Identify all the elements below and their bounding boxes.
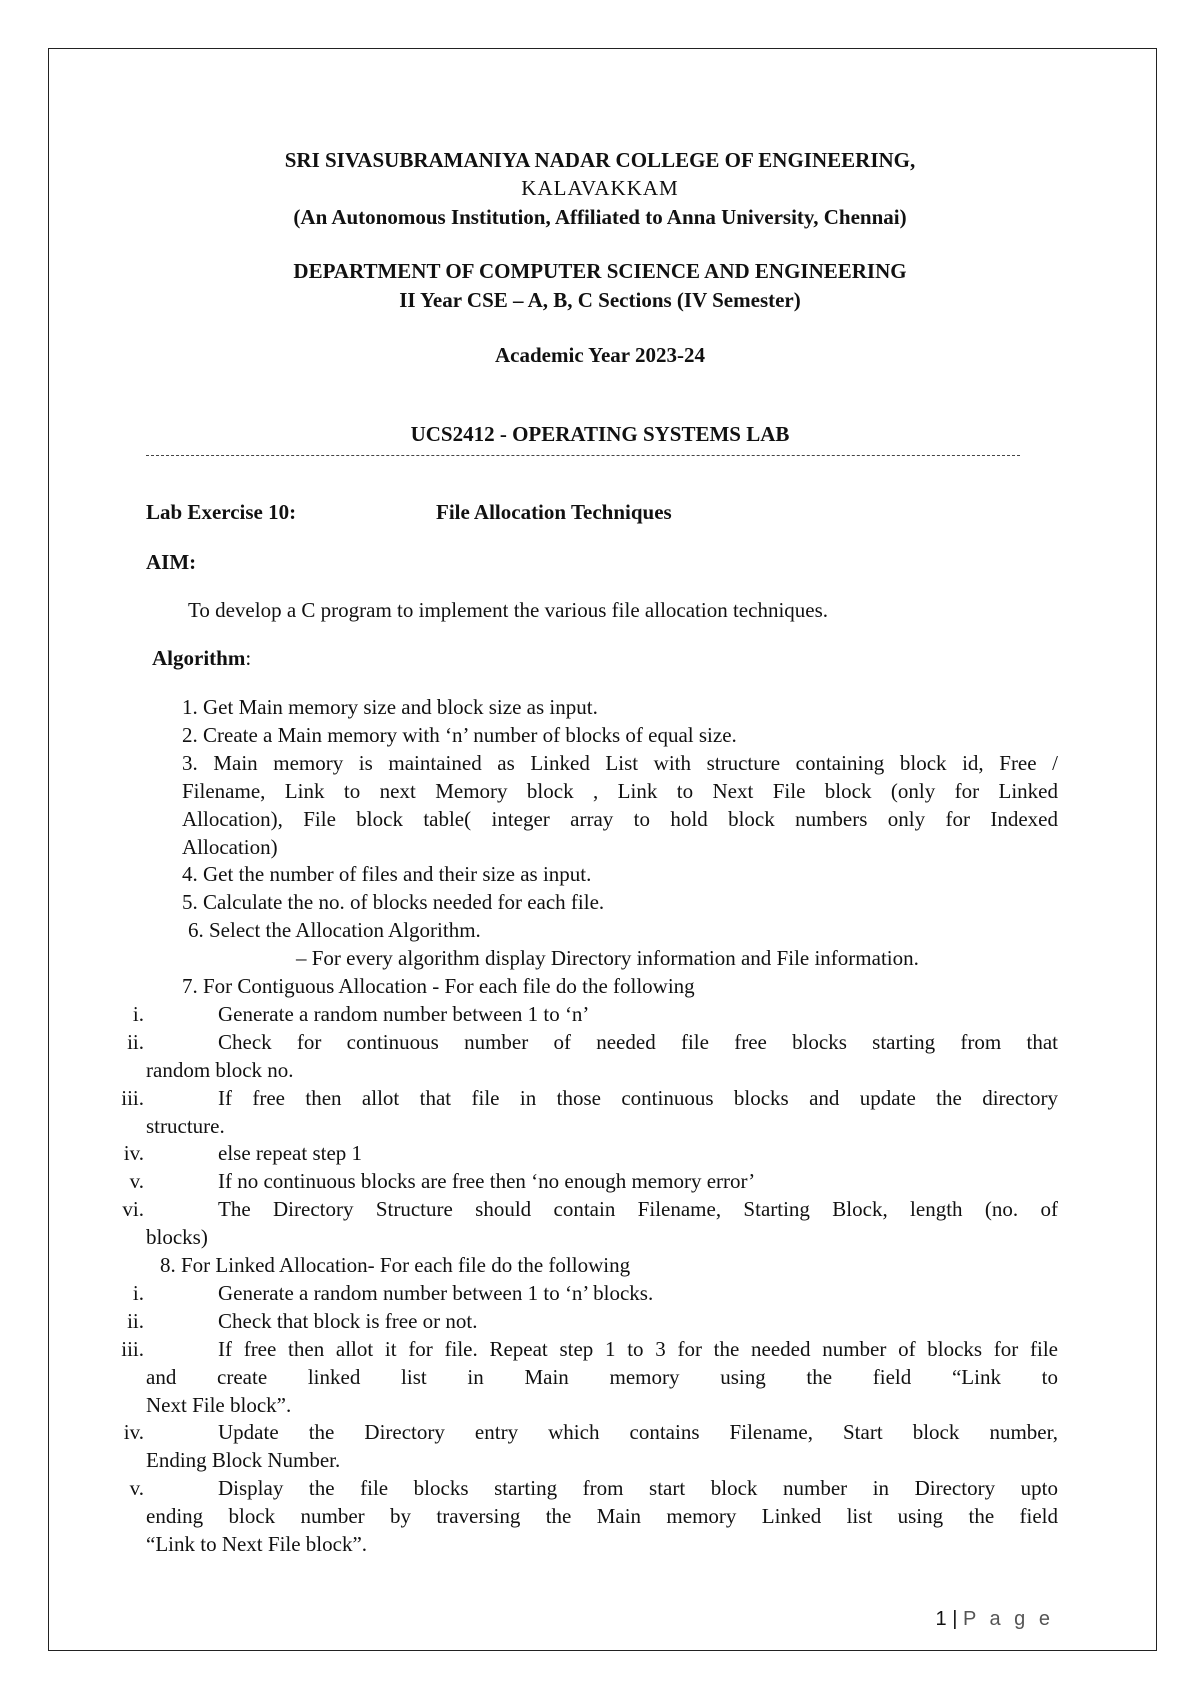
roman-numeral: i. <box>132 1280 144 1305</box>
algo-substep-line: and create linked list in Main memory using the field “Link to <box>146 1364 1058 1389</box>
page-label: P a g e <box>962 1608 1054 1630</box>
algo-substep-line: Check that block is free or not. <box>218 1308 478 1333</box>
footer-separator: | <box>952 1608 958 1630</box>
algo-substep-line: Check for continuous number of needed file free blocks starting from that <box>218 1029 1058 1054</box>
algo-step-line: Filename, Link to next Memory block , Link to Next File block (only for Linked <box>182 778 1058 803</box>
aim-heading: AIM: <box>146 550 197 574</box>
page-number: 1 <box>935 1608 947 1630</box>
algo-substep-line: ending block number by traversing the Main memory Linked list using the field <box>146 1504 1058 1529</box>
course-title: UCS2412 - OPERATING SYSTEMS LAB <box>410 422 790 446</box>
algorithm-heading-text: Algorithm <box>152 646 246 670</box>
algo-step-line: Allocation), File block table( integer array to hold block numbers only for Indexed <box>182 806 1058 831</box>
roman-numeral: ii. <box>127 1308 144 1333</box>
year-sections: II Year CSE – A, B, C Sections (IV Semester) <box>399 288 801 312</box>
algo-step-line: 7. For Contiguous Allocation - For each file do the following <box>182 974 695 998</box>
algo-step-line: 5. Calculate the no. of blocks needed for each file. <box>182 890 605 915</box>
college-name-line1: SRI SIVASUBRAMANIYA NADAR COLLEGE OF ENGINEERING, <box>284 148 916 172</box>
roman-numeral: i. <box>132 1001 144 1026</box>
roman-numeral: vi. <box>122 1197 144 1222</box>
algo-step-line: 6. Select the Allocation Algorithm. <box>188 918 481 943</box>
algo-step-line: – For every algorithm display Directory information and File information. <box>296 946 919 971</box>
algo-step-line: 3. Main memory is maintained as Linked List with structure containing block id, Free / <box>182 750 1058 775</box>
algo-substep-line: Next File block”. <box>146 1392 292 1417</box>
algorithm-heading-colon: : <box>245 646 252 670</box>
algo-substep-line: “Link to Next File block”. <box>146 1532 368 1556</box>
roman-numeral: iii. <box>121 1085 144 1110</box>
academic-year: Academic Year 2023-24 <box>495 343 705 367</box>
algo-substep-line: blocks) <box>146 1225 208 1250</box>
roman-numeral: v. <box>129 1476 144 1501</box>
roman-numeral: ii. <box>127 1029 144 1054</box>
algo-step-line: 2. Create a Main memory with ‘n’ number of blocks of equal size. <box>182 722 737 747</box>
algo-substep-line: The Directory Structure should contain Filename, Starting Block, length (no. of <box>218 1197 1058 1222</box>
dashed-separator <box>146 455 1020 456</box>
roman-numeral: v. <box>129 1169 144 1194</box>
algo-substep-line: Update the Directory entry which contains Filename, Start block number, <box>218 1420 1058 1445</box>
exercise-title: File Allocation Techniques <box>436 500 672 524</box>
department: DEPARTMENT OF COMPUTER SCIENCE AND ENGINEERING <box>293 259 907 283</box>
page-footer <box>936 1608 1054 1631</box>
algo-step-line: 8. For Linked Allocation- For each file do the following <box>160 1253 631 1277</box>
roman-numeral: iv. <box>123 1141 144 1166</box>
algo-substep-line: else repeat step 1 <box>218 1141 363 1166</box>
algo-substep-line: Ending Block Number. <box>146 1448 341 1473</box>
algorithm-heading <box>152 646 251 671</box>
algo-substep-line: If free then allot it for file. Repeat step 1 to 3 for the needed number of blocks for file <box>218 1336 1058 1361</box>
exercise-label: Lab Exercise 10: <box>146 500 297 524</box>
algo-substep-line: Display the file blocks starting from start block number in Directory upto <box>218 1476 1058 1501</box>
algo-substep-line: structure. <box>146 1113 225 1138</box>
algo-substep-line: If free then allot that file in those continuous blocks and update the directory <box>218 1085 1058 1110</box>
algo-substep-line: Generate a random number between 1 to ‘n’ blocks. <box>218 1280 654 1305</box>
aim-text: To develop a C program to implement the various file allocation techniques. <box>188 598 829 622</box>
college-name-line2: KALAVAKKAM <box>521 176 679 200</box>
affiliation: (An Autonomous Institution, Affiliated to Anna University, Chennai) <box>293 205 907 229</box>
algo-substep-line: random block no. <box>146 1057 294 1082</box>
roman-numeral: iii. <box>121 1336 144 1361</box>
algo-substep-line: Generate a random number between 1 to ‘n’ <box>218 1001 590 1026</box>
algo-step-line: 4. Get the number of files and their size as input. <box>182 862 592 887</box>
roman-numeral: iv. <box>123 1420 144 1445</box>
algo-step-line: Allocation) <box>182 834 278 859</box>
algo-substep-line: If no continuous blocks are free then ‘no enough memory error’ <box>218 1169 756 1194</box>
algo-step-line: 1. Get Main memory size and block size as input. <box>182 695 598 719</box>
